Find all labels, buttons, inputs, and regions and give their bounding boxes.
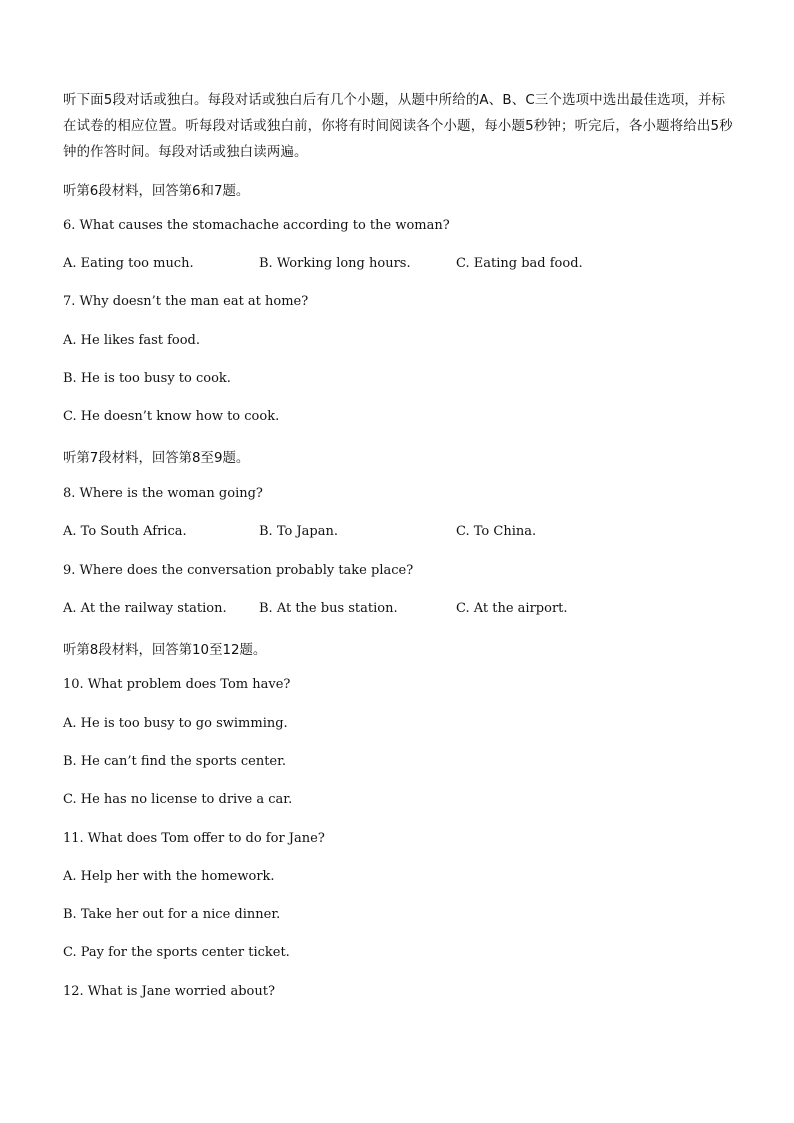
option-a: A. At the railway station.	[63, 601, 227, 616]
question-text: 7. Why doesn’t the man eat at home?	[63, 294, 309, 309]
question-text: 8. Where is the woman going?	[63, 486, 263, 501]
option-b: B. At the bus station.	[259, 601, 398, 616]
option-c: C. Eating bad food.	[456, 256, 583, 271]
option-c: C. He has no license to drive a car.	[63, 792, 293, 807]
option-c: C. To China.	[456, 524, 537, 539]
option-a: A. To South Africa.	[63, 524, 187, 539]
section-heading: 听第7段材料，回答第8至9题。	[63, 451, 250, 466]
option-c: C. Pay for the sports center ticket.	[63, 945, 290, 960]
option-b: B. He is too busy to cook.	[63, 371, 231, 386]
question-text: 9. Where does the conversation probably take place?	[63, 563, 414, 578]
option-a: A. Eating too much.	[63, 256, 194, 271]
question-text: 10. What problem does Tom have?	[63, 677, 291, 692]
option-b: B. Working long hours.	[259, 256, 411, 271]
option-b: B. To Japan.	[259, 524, 338, 539]
option-a: A. He is too busy to go swimming.	[63, 716, 288, 731]
question-text: 12. What is Jane worried about?	[63, 984, 275, 999]
section-heading: 听第6段材料，回答第6和7题。	[63, 184, 250, 199]
section-heading: 听第8段材料，回答第10至12题。	[63, 643, 267, 658]
option-b: B. He can’t find the sports center.	[63, 754, 287, 769]
question-text: 11. What does Tom offer to do for Jane?	[63, 831, 325, 846]
question-text: 6. What causes the stomachache according to the woman?	[63, 218, 450, 233]
option-b: B. Take her out for a nice dinner.	[63, 907, 281, 922]
option-a: A. Help her with the homework.	[63, 869, 275, 884]
option-a: A. He likes fast food.	[63, 333, 201, 348]
option-c: C. At the airport.	[456, 601, 568, 616]
option-c: C. He doesn’t know how to cook.	[63, 409, 280, 424]
listening-instructions: 听下面5段对话或独白。每段对话或独白后有几个小题，从题中所给的A、B、C三个选项中选出最佳选项，并标在试卷的相应位置。听每段对话或独白前，你将有时间阅读各个小题，每小题5秒钟；听完后，各小题将给出5秒钟的作答时间。每段对话或独白读两遍。	[63, 93, 733, 160]
